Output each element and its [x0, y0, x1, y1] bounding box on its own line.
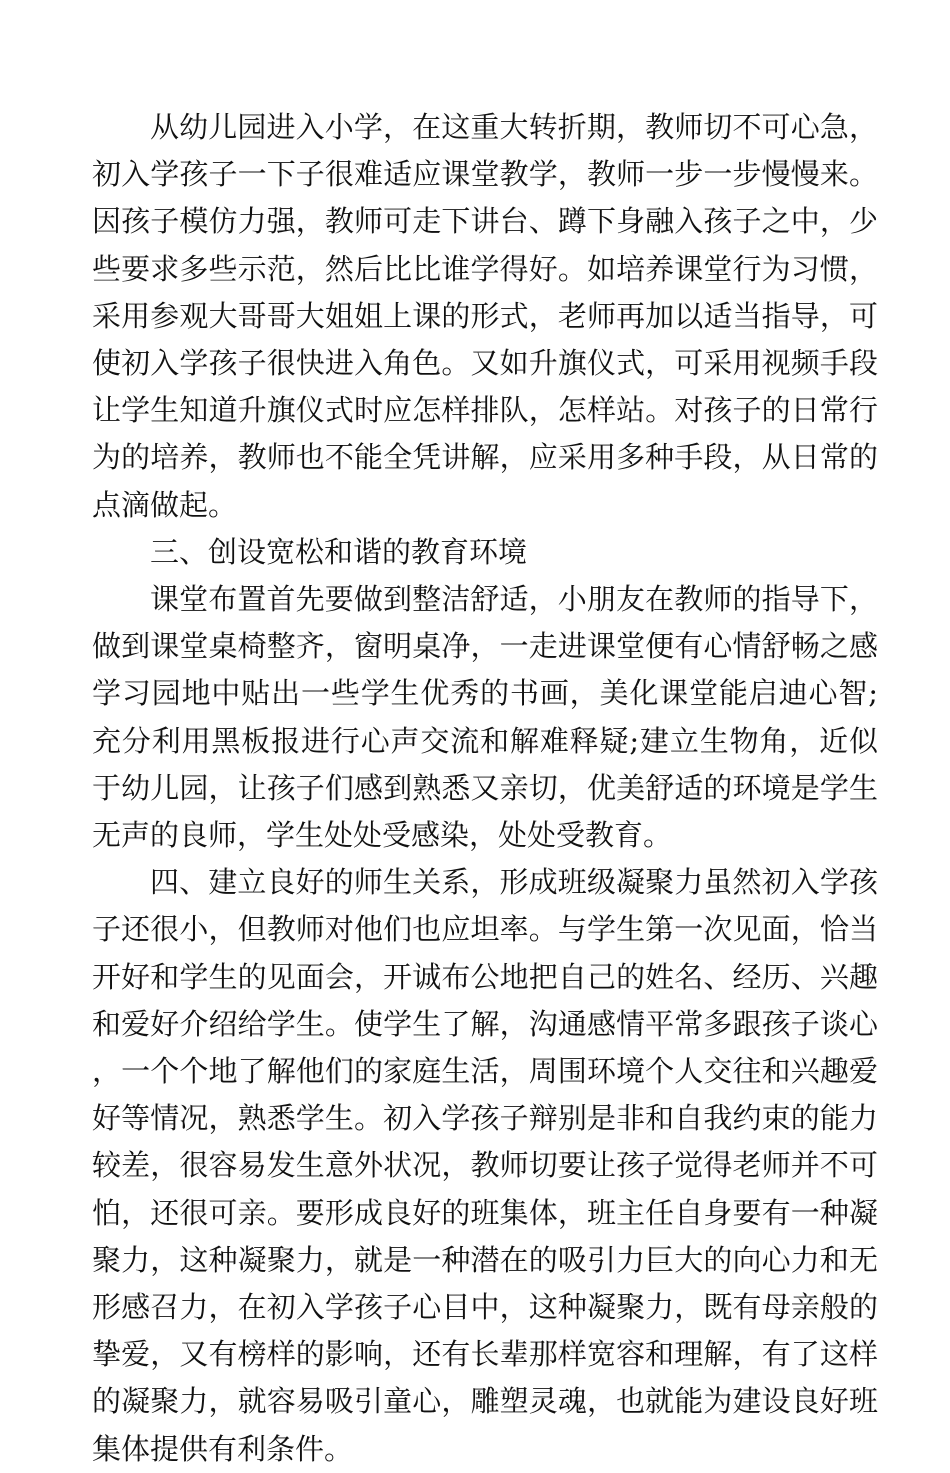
document-page: [92, 104, 878, 1473]
paragraph-environment: 课堂布置首先要做到整洁舒适，小朋友在教师的指导下，做到课堂桌椅整齐，窗明桌净，一走进课堂便有心情舒畅之感学习园地中贴出一些学生优秀的书画，美化课堂能启迪心智;充分利用黑板报进行心声交流和解难释疑;建立生物角，近似于幼儿园，让孩子们感到熟悉又亲切，优美舒适的环境是学生无声的良师，学生处处受感染，处处受教育。: [92, 582, 878, 853]
section-heading-three: 三、创设宽松和谐的教育环境: [150, 534, 528, 569]
paragraph-transition: 从幼儿园进入小学，在这重大转折期，教师切不可心急，初入学孩子一下子很难适应课堂教学，教师一步一步慢慢来。因孩子模仿力强，教师可走下讲台、蹲下身融入孩子之中，少些要求多些示范，然后比比谁学得好。如培养课堂行为习惯，采用参观大哥哥大姐姐上课的形式，老师再加以适当指导，可使初入学孩子很快进入角色。又如升旗仪式，可采用视频手段让学生知道升旗仪式时应怎样排队，怎样站。对孩子的日常行为的培养，教师也不能全凭讲解，应采用多种手段，从日常的点滴做起。: [92, 110, 878, 522]
paragraph-relationship: 四、建立良好的师生关系，形成班级凝聚力虽然初入学孩子还很小，但教师对他们也应坦率。与学生第一次见面，恰当开好和学生的见面会，开诚布公地把自己的姓名、经历、兴趣和爱好介绍给学生。使学生了解，沟通感情平常多跟孩子谈心，一个个地了解他们的家庭生活，周围环境个人交往和兴趣爱好等情况，熟悉学生。初入学孩子辩别是非和自我约束的能力较差，很容易发生意外状况，教师切要让孩子觉得老师并不可怕，还很可亲。要形成良好的班集体，班主任自身要有一种凝聚力，这种凝聚力，就是一种潜在的吸引力巨大的向心力和无形感召力，在初入学孩子心目中，这种凝聚力，既有母亲般的挚爱，又有榜样的影响，还有长辈那样宽容和理解，有了这样的凝聚力，就容易吸引童心，雕塑灵魂，也就能为建设良好班集体提供有利条件。: [92, 865, 878, 1466]
